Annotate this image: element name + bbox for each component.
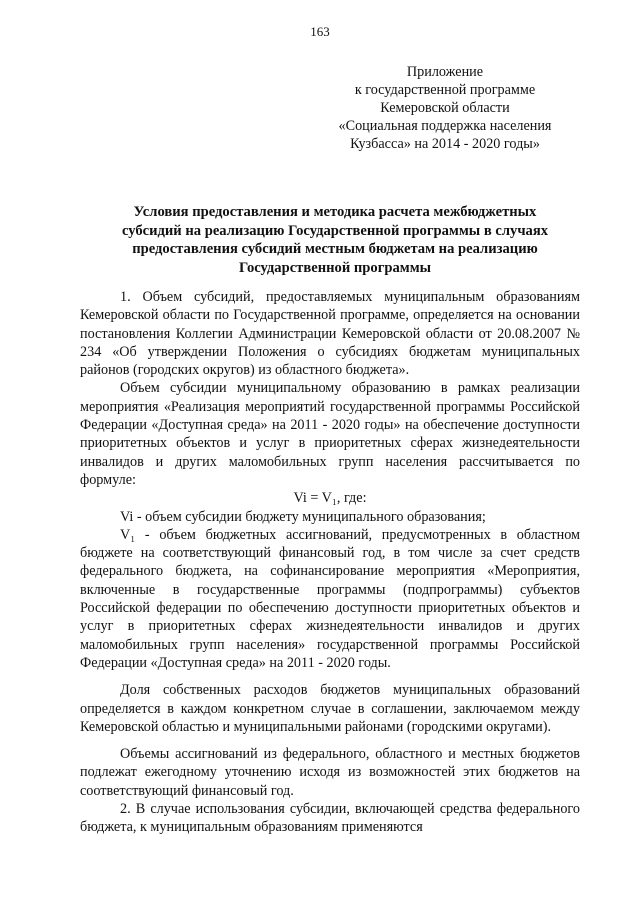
paragraph-4: V₁ - объем бюджетных ассигнований, предусмотренных в областном бюджете на соответствующий финансовый год, в том числе за счет средств федерального бюджета, на софинансирование мероприятия «Мероприятия, включенные в государственные программы (подпрограммы) субъектов Российской федерации по обеспечению доступности приоритетных объектов и услуг в приоритетных сферах жизнедеятельности инвалидов и других маломобильных групп населения» государственной программы Российской Федерации «Доступная среда» на 2011 - 2020 годы.	[80, 526, 580, 671]
document-body	[80, 288, 580, 837]
title-line: предоставления субсидий местным бюджетам на реализацию	[132, 241, 538, 258]
paragraph-6: Объемы ассигнований из федерального, областного и местных бюджетов подлежат ежегодному уточнению исходя из возможностей этих бюджетов на соответствующий финансовый год.	[80, 746, 580, 799]
page-number: 163	[310, 24, 330, 39]
appendix-line: к государственной программе	[354, 82, 536, 98]
paragraph-7: 2. В случае использования субсидии, включающей средства федерального бюджета, к муниципальным образованиям применяются	[80, 801, 580, 836]
paragraph-2: Объем субсидии муниципальному образованию в рамках реализации мероприятия «Реализация мероприятий государственной программы Российской Федерации «Доступная среда» на 2011 - 2020 годы» на обеспечение доступности приоритетных объектов и услуг в приоритетных сферах жизнедеятельности инвалидов и других маломобильных групп населения рассчитывается по формуле:	[80, 380, 580, 488]
paragraph-5: Доля собственных расходов бюджетов муниципальных образований определяется в каждом конкретном случае в соглашении, заключаемом между Кемеровской областью и муниципальными районами (городскими округами).	[80, 682, 580, 735]
appendix-header	[300, 63, 590, 153]
appendix-line: «Социальная поддержка населения	[338, 118, 552, 134]
appendix-line: Кемеровской области	[380, 100, 510, 116]
paragraph-1: 1. Объем субсидий, предоставляемых муниципальным образованиям Кемеровской области по Государственной программе, определяется на основании постановления Коллегии Администрации Кемеровской области от 20.08.2007 № 234 «Об утверждении Положения о субсидиях бюджетам муниципальных районов (городских округов) из областного бюджета».	[80, 289, 580, 379]
appendix-line: Кузбасса» на 2014 - 2020 годы»	[350, 136, 540, 152]
paragraph-3: Vi - объем субсидии бюджету муниципального образования;	[120, 508, 486, 525]
formula: Vi = V₁, где:	[293, 490, 367, 507]
title-line: Условия предоставления и методика расчета межбюджетных	[133, 204, 537, 220]
title-line: Государственной программы	[238, 259, 432, 276]
appendix-line: Приложение	[406, 64, 484, 80]
document-title	[80, 203, 590, 277]
title-line: субсидий на реализацию Государственной программы в случаях	[121, 222, 549, 239]
